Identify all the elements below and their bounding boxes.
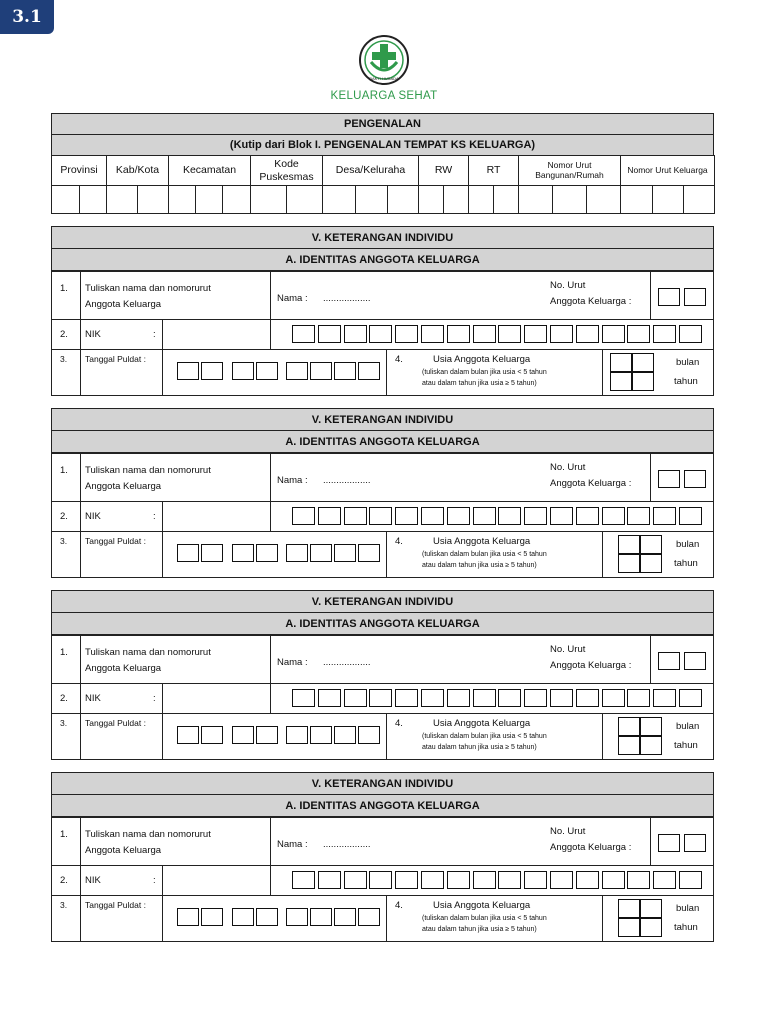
usia-digit-box[interactable] [640, 535, 662, 554]
tanggal-label: Tanggal Puldat : [85, 900, 146, 910]
row-tanggal-usia [51, 895, 714, 942]
nik-digit-box[interactable] [292, 507, 315, 525]
tanggal-divider [386, 349, 387, 396]
nama-label: Nama : [277, 475, 308, 486]
col-nomor-urut-bangunan-field[interactable] [518, 185, 621, 214]
nik-digit-box[interactable] [576, 689, 599, 707]
tanggal-digit-box[interactable] [232, 544, 254, 562]
nama-label: Nama : [277, 839, 308, 850]
row-number: 4. [395, 354, 403, 365]
no-urut-box[interactable] [658, 470, 680, 488]
nik-digit-box[interactable] [498, 871, 521, 889]
subsection-title: A. IDENTITAS ANGGOTA KELUARGA [51, 612, 714, 635]
usia-note: (tuliskan dalam bulan jika usia < 5 tahun [422, 915, 547, 922]
tanggal-digit-box[interactable] [334, 908, 356, 926]
nik-colon: : [153, 511, 156, 522]
nik-digit-box[interactable] [524, 689, 547, 707]
col-kecamatan-header: Kecamatan [168, 155, 251, 186]
tanggal-label: Tanggal Puldat : [85, 354, 146, 364]
pengenalan-title: PENGENALAN [51, 113, 714, 135]
label-divider [270, 635, 271, 684]
nik-digit-box[interactable] [344, 325, 367, 343]
tanggal-digit-box[interactable] [310, 544, 332, 562]
usia-digit-box[interactable] [632, 372, 654, 391]
nama-instruction-line2: Anggota Keluarga [85, 663, 162, 674]
nama-input[interactable]: .................. [323, 839, 371, 850]
label-divider [270, 453, 271, 502]
cell-divider [586, 185, 587, 214]
usia-note-line2: atau dalam tahun jika usia ≥ 5 tahun) [422, 744, 537, 751]
nik-digit-box[interactable] [679, 871, 702, 889]
nik-digit-box[interactable] [473, 871, 496, 889]
row-number: 3. [60, 354, 68, 364]
nik-digit-box[interactable] [602, 507, 625, 525]
usia-digit-box[interactable] [618, 918, 640, 937]
tanggal-digit-box[interactable] [358, 544, 380, 562]
no-urut-box[interactable] [684, 288, 706, 306]
usia-digit-box[interactable] [610, 353, 632, 372]
no-urut-label-line2: Anggota Keluarga : [550, 296, 632, 307]
col-nomor-urut-bangunan-header: Nomor Urut Bangunan/Rumah [518, 155, 621, 186]
row-number: 1. [60, 647, 68, 658]
usia-label: Usia Anggota Keluarga [433, 536, 531, 547]
nik-divider [270, 501, 271, 532]
tanggal-digit-box[interactable] [256, 726, 278, 744]
cell-divider [443, 185, 444, 214]
nik-digit-box[interactable] [421, 325, 444, 343]
tanggal-digit-box[interactable] [177, 908, 199, 926]
tahun-label: tahun [674, 740, 698, 751]
nik-digit-box[interactable] [653, 507, 676, 525]
nik-label: NIK [85, 329, 101, 340]
usia-digit-box[interactable] [640, 899, 662, 918]
col-desa-field[interactable] [322, 185, 419, 214]
nik-digit-box[interactable] [627, 689, 650, 707]
usia-divider [602, 713, 603, 760]
tahun-label: tahun [674, 558, 698, 569]
usia-digit-box[interactable] [618, 736, 640, 755]
nik-divider [270, 319, 271, 350]
page-number-badge: 3.1 [0, 0, 54, 34]
no-urut-box[interactable] [684, 834, 706, 852]
nik-digit-box[interactable] [344, 507, 367, 525]
row-number: 2. [60, 329, 68, 340]
nama-input[interactable]: .................. [323, 475, 371, 486]
tanggal-digit-box[interactable] [358, 908, 380, 926]
no-urut-label-line2: Anggota Keluarga : [550, 478, 632, 489]
nik-digit-box[interactable] [498, 507, 521, 525]
nik-digit-box[interactable] [421, 507, 444, 525]
nik-digit-box[interactable] [421, 871, 444, 889]
no-urut-divider [650, 635, 651, 684]
row-number: 1. [60, 829, 68, 840]
no-urut-box[interactable] [658, 288, 680, 306]
row-number: 2. [60, 875, 68, 886]
usia-note-line2: atau dalam tahun jika usia ≥ 5 tahun) [422, 562, 537, 569]
tanggal-digit-box[interactable] [334, 362, 356, 380]
nik-digit-box[interactable] [576, 325, 599, 343]
nik-digit-box[interactable] [395, 507, 418, 525]
cell-divider [387, 185, 388, 214]
nik-digit-box[interactable] [498, 325, 521, 343]
row-tanggal-usia [51, 531, 714, 578]
col-nomor-urut-keluarga-field[interactable] [620, 185, 715, 214]
usia-digit-box[interactable] [640, 554, 662, 573]
nik-digit-box[interactable] [679, 689, 702, 707]
nik-digit-box[interactable] [318, 325, 341, 343]
no-urut-label-line2: Anggota Keluarga : [550, 842, 632, 853]
col-desa-header: Desa/Keluraha [322, 155, 419, 186]
nik-digit-box[interactable] [292, 871, 315, 889]
tanggal-digit-box[interactable] [177, 544, 199, 562]
nik-digit-box[interactable] [550, 871, 573, 889]
col-rw-header: RW [418, 155, 469, 186]
label-divider [270, 271, 271, 320]
row-number: 1. [60, 283, 68, 294]
no-urut-box[interactable] [658, 652, 680, 670]
bulan-label: bulan [676, 357, 700, 368]
nik-digit-box[interactable] [576, 507, 599, 525]
nik-divider [270, 865, 271, 896]
nik-digit-box[interactable] [498, 689, 521, 707]
tanggal-digit-box[interactable] [201, 362, 223, 380]
nik-digit-box[interactable] [344, 871, 367, 889]
tanggal-digit-box[interactable] [310, 908, 332, 926]
usia-digit-box[interactable] [632, 353, 654, 372]
nama-instruction-line2: Anggota Keluarga [85, 481, 162, 492]
tanggal-digit-box[interactable] [232, 726, 254, 744]
nik-digit-box[interactable] [369, 325, 392, 343]
tanggal-divider [386, 895, 387, 942]
nik-digit-box[interactable] [524, 871, 547, 889]
nik-digit-box[interactable] [369, 689, 392, 707]
nik-colon: : [153, 329, 156, 340]
usia-note: (tuliskan dalam bulan jika usia < 5 tahun [422, 733, 547, 740]
nik-digit-box[interactable] [653, 325, 676, 343]
no-urut-box[interactable] [684, 652, 706, 670]
usia-digit-box[interactable] [640, 918, 662, 937]
row-tanggal-usia [51, 713, 714, 760]
nama-input[interactable]: .................. [323, 657, 371, 668]
nik-digit-box[interactable] [653, 689, 676, 707]
cell-divider [652, 185, 653, 214]
section-title: V. KETERANGAN INDIVIDU [51, 590, 714, 613]
nik-digit-box[interactable] [292, 689, 315, 707]
nik-divider [270, 683, 271, 714]
nik-digit-box[interactable] [369, 871, 392, 889]
cell-divider [286, 185, 287, 214]
subsection-title: A. IDENTITAS ANGGOTA KELUARGA [51, 430, 714, 453]
row-number: 2. [60, 693, 68, 704]
cell-divider [195, 185, 196, 214]
usia-divider [602, 895, 603, 942]
nik-label: NIK [85, 511, 101, 522]
nik-digit-box[interactable] [602, 325, 625, 343]
nik-label: NIK [85, 875, 101, 886]
tanggal-divider [386, 713, 387, 760]
nik-digit-box[interactable] [550, 507, 573, 525]
nik-digit-box[interactable] [524, 507, 547, 525]
nik-digit-box[interactable] [447, 689, 470, 707]
col-kabkota-header: Kab/Kota [106, 155, 169, 186]
nik-digit-box[interactable] [369, 507, 392, 525]
nik-label: NIK [85, 693, 101, 704]
tanggal-digit-box[interactable] [286, 362, 308, 380]
usia-digit-box[interactable] [618, 554, 640, 573]
nik-digit-box[interactable] [473, 507, 496, 525]
tanggal-digit-box[interactable] [256, 362, 278, 380]
no-urut-label: No. Urut [550, 644, 586, 655]
cell-divider [79, 185, 80, 214]
usia-divider [602, 531, 603, 578]
row-number: 3. [60, 900, 68, 910]
nik-digit-box[interactable] [679, 325, 702, 343]
tanggal-digit-box[interactable] [177, 362, 199, 380]
nik-digit-box[interactable] [318, 507, 341, 525]
tanggal-digit-box[interactable] [286, 726, 308, 744]
usia-label: Usia Anggota Keluarga [433, 354, 531, 365]
row-number: 1. [60, 465, 68, 476]
bakti-husada-logo [358, 32, 410, 88]
nik-digit-box[interactable] [318, 871, 341, 889]
tanggal-digit-box[interactable] [286, 544, 308, 562]
pengenalan-subtitle: (Kutip dari Blok I. PENGENALAN TEMPAT KS KELUARGA) [51, 134, 714, 156]
nik-digit-box[interactable] [602, 871, 625, 889]
usia-note: (tuliskan dalam bulan jika usia < 5 tahun [422, 369, 547, 376]
logo-caption: KELUARGA SEHAT [330, 90, 438, 102]
cell-divider [493, 185, 494, 214]
nik-digit-box[interactable] [395, 325, 418, 343]
cell-divider [355, 185, 356, 214]
section-title: V. KETERANGAN INDIVIDU [51, 226, 714, 249]
nik-digit-box[interactable] [576, 871, 599, 889]
nik-digit-box[interactable] [550, 325, 573, 343]
nik-digit-box[interactable] [395, 689, 418, 707]
usia-digit-box[interactable] [618, 535, 640, 554]
nik-digit-box[interactable] [395, 871, 418, 889]
no-urut-divider [650, 817, 651, 866]
usia-digit-box[interactable] [640, 736, 662, 755]
nik-digit-box[interactable] [421, 689, 444, 707]
tanggal-digit-box[interactable] [358, 362, 380, 380]
nik-digit-box[interactable] [473, 689, 496, 707]
tanggal-digit-box[interactable] [256, 544, 278, 562]
usia-label: Usia Anggota Keluarga [433, 718, 531, 729]
nik-digit-box[interactable] [627, 325, 650, 343]
col-kode-puskesmas-header: Kode Puskesmas [250, 155, 323, 186]
tanggal-digit-box[interactable] [177, 726, 199, 744]
bulan-label: bulan [676, 903, 700, 914]
row-number: 2. [60, 511, 68, 522]
nik-digit-box[interactable] [679, 507, 702, 525]
nama-instruction-line2: Anggota Keluarga [85, 845, 162, 856]
nik-digit-box[interactable] [473, 325, 496, 343]
nama-instruction-line2: Anggota Keluarga [85, 299, 162, 310]
bulan-label: bulan [676, 539, 700, 550]
section-title: V. KETERANGAN INDIVIDU [51, 408, 714, 431]
no-urut-label: No. Urut [550, 462, 586, 473]
no-urut-label-line2: Anggota Keluarga : [550, 660, 632, 671]
tanggal-digit-box[interactable] [232, 362, 254, 380]
tanggal-digit-box[interactable] [201, 908, 223, 926]
nik-digit-box[interactable] [653, 871, 676, 889]
nama-label: Nama : [277, 293, 308, 304]
row-number: 4. [395, 718, 403, 729]
label-divider [270, 817, 271, 866]
nik-digit-box[interactable] [344, 689, 367, 707]
usia-note-line2: atau dalam tahun jika usia ≥ 5 tahun) [422, 926, 537, 933]
usia-label: Usia Anggota Keluarga [433, 900, 531, 911]
nik-digit-box[interactable] [602, 689, 625, 707]
tahun-label: tahun [674, 376, 698, 387]
tanggal-digit-box[interactable] [334, 544, 356, 562]
tanggal-digit-box[interactable] [201, 544, 223, 562]
usia-digit-box[interactable] [618, 899, 640, 918]
nik-digit-box[interactable] [447, 325, 470, 343]
tanggal-label: Tanggal Puldat : [85, 718, 146, 728]
tanggal-digit-box[interactable] [201, 726, 223, 744]
nama-instruction: Tuliskan nama dan nomorurut [85, 283, 211, 294]
cell-divider [683, 185, 684, 214]
no-urut-label: No. Urut [550, 280, 586, 291]
nama-instruction: Tuliskan nama dan nomorurut [85, 647, 211, 658]
logo-seal-text: BAKTI HUSADA [369, 76, 399, 81]
nik-digit-box[interactable] [550, 689, 573, 707]
tanggal-digit-box[interactable] [358, 726, 380, 744]
col-rt-header: RT [468, 155, 519, 186]
subsection-title: A. IDENTITAS ANGGOTA KELUARGA [51, 248, 714, 271]
usia-digit-box[interactable] [610, 372, 632, 391]
tanggal-label: Tanggal Puldat : [85, 536, 146, 546]
nik-digit-box[interactable] [318, 689, 341, 707]
no-urut-box[interactable] [684, 470, 706, 488]
row-number: 3. [60, 718, 68, 728]
tanggal-digit-box[interactable] [232, 908, 254, 926]
nik-digit-box[interactable] [524, 325, 547, 343]
tanggal-divider [386, 531, 387, 578]
usia-note-line2: atau dalam tahun jika usia ≥ 5 tahun) [422, 380, 537, 387]
nik-digit-box[interactable] [627, 507, 650, 525]
col-nomor-urut-keluarga-header: Nomor Urut Keluarga [620, 155, 715, 186]
usia-divider [602, 349, 603, 396]
nik-digit-box[interactable] [447, 871, 470, 889]
nik-digit-box[interactable] [447, 507, 470, 525]
usia-digit-box[interactable] [640, 717, 662, 736]
nik-colon: : [153, 875, 156, 886]
no-urut-box[interactable] [658, 834, 680, 852]
row-number: 3. [60, 536, 68, 546]
tanggal-digit-box[interactable] [256, 908, 278, 926]
no-urut-divider [650, 453, 651, 502]
usia-digit-box[interactable] [618, 717, 640, 736]
tanggal-digit-box[interactable] [310, 362, 332, 380]
tanggal-digit-box[interactable] [334, 726, 356, 744]
row-number: 4. [395, 900, 403, 911]
tahun-label: tahun [674, 922, 698, 933]
subsection-title: A. IDENTITAS ANGGOTA KELUARGA [51, 794, 714, 817]
cell-divider [552, 185, 553, 214]
nama-input[interactable]: .................. [323, 293, 371, 304]
no-urut-label: No. Urut [550, 826, 586, 837]
nama-instruction: Tuliskan nama dan nomorurut [85, 465, 211, 476]
bulan-label: bulan [676, 721, 700, 732]
nik-digit-box[interactable] [292, 325, 315, 343]
section-title: V. KETERANGAN INDIVIDU [51, 772, 714, 795]
col-kecamatan-field[interactable] [168, 185, 251, 214]
usia-note: (tuliskan dalam bulan jika usia < 5 tahun [422, 551, 547, 558]
cell-divider [222, 185, 223, 214]
nik-digit-box[interactable] [627, 871, 650, 889]
nama-label: Nama : [277, 657, 308, 668]
no-urut-divider [650, 271, 651, 320]
row-number: 4. [395, 536, 403, 547]
tanggal-digit-box[interactable] [310, 726, 332, 744]
tanggal-digit-box[interactable] [286, 908, 308, 926]
nik-colon: : [153, 693, 156, 704]
cell-divider [137, 185, 138, 214]
col-provinsi-header: Provinsi [51, 155, 107, 186]
nama-instruction: Tuliskan nama dan nomorurut [85, 829, 211, 840]
